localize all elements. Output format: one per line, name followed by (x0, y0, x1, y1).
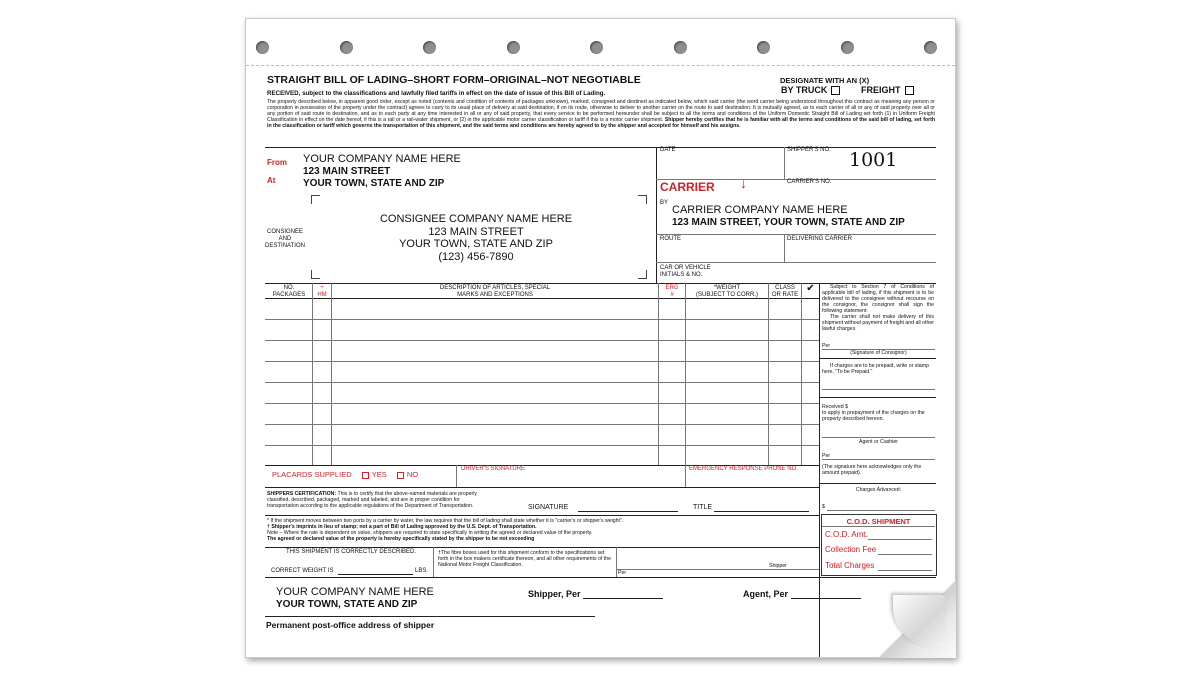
carrier-address: 123 MAIN STREET, YOUR TOWN, STATE AND ZIP (672, 217, 905, 228)
divider (656, 262, 936, 263)
divider (819, 397, 936, 398)
corner-mark (311, 270, 320, 279)
correctly-described: THIS SHIPMENT IS CORRECTLY DESCRIBED. (286, 549, 417, 555)
lbs-label: LBS. (415, 568, 429, 574)
bill-of-lading-sheet (245, 18, 956, 658)
freight-option[interactable]: FREIGHT (861, 85, 914, 95)
agent-cashier-label: Agent or Cashier (859, 439, 898, 445)
corner-mark (638, 195, 647, 204)
per-label-2: Per (822, 453, 831, 459)
table-row (265, 340, 819, 341)
route-label: ROUTE (660, 236, 681, 242)
correct-weight-label: CORRECT WEIGHT IS (271, 568, 334, 574)
fibre-boxes-note: †The fibre boxes used for this shipment conform to the specifications set forth in the box makers certificate thereon, and all other requirements of the National Motor Freight Classification. (438, 550, 612, 568)
sprocket-hole (507, 41, 520, 54)
divider (433, 547, 434, 577)
consignee-phone: (123) 456-7890 (438, 250, 514, 263)
divider (265, 547, 819, 548)
charges-advanced-line[interactable] (827, 510, 935, 511)
placards-row: PLACARDS SUPPLIED YES NO (272, 470, 419, 479)
at-label: At (267, 176, 276, 185)
sprocket-hole (924, 41, 937, 54)
divider (819, 483, 936, 484)
shippers-number: 1001 (849, 149, 898, 171)
divider (456, 465, 457, 487)
divider (685, 283, 686, 465)
terms-text: The property described below, in apparent good order, except as noted (contents and condition of contents of packages unknown), marked, consigned and destined as indicated below, which said carrier (the word carrier being understood throughout this contract as meaning any person or corporation in possession of the property under the contract) agrees to carry to its usual place of delivery at said destination, if on its route, otherwise to deliver to another carrier on the route to said destination. It is mutually agreed, as to each carrier of all or any of said property over all or any portion of said route to destination, and as to each party at any time interested in all or any of said property, that every service to be performed hereunder shall be subject to all the terms and conditions of the Uniform Domestic Straight Bill of Lading set forth (1) in Uniform Freight Classification in effect on the date hereof, if this is a rail or a rail-water shipment, or (2) in the applicable motor carrier classification or tariff if this is a motor carrier shipment. Shipper hereby certifies that he is familiar with all the terms and conditions of the said bill of lading, set forth in the classification or tariff which governs the transportation of this shipment, and the said terms and conditions are hereby agreed to by the shipper and accepted for himself and his assigns. (267, 99, 936, 129)
divider (819, 358, 936, 359)
drivers-signature-label: DRIVER'S SIGNATURE (461, 466, 526, 472)
table-row (265, 403, 819, 404)
down-arrow-icon: ↓ (740, 175, 747, 191)
per-label: Per (822, 343, 831, 349)
divider (312, 283, 313, 465)
divider (265, 487, 819, 488)
per-line[interactable] (822, 459, 935, 460)
col-header-weight: *WEIGHT (SUBJECT TO CORR.) (695, 285, 758, 298)
sprocket-hole (674, 41, 687, 54)
divider (822, 526, 935, 527)
divider (685, 465, 686, 487)
designate-label: DESIGNATE WITH AN (X) (780, 76, 870, 85)
table-row (265, 424, 819, 425)
shipper-company: YOUR COMPANY NAME HERE (303, 153, 461, 165)
divider (768, 283, 769, 465)
title-label: TITLE (693, 504, 713, 511)
divider (265, 147, 936, 148)
placards-yes-checkbox[interactable] (362, 472, 369, 479)
correct-weight-line[interactable] (338, 574, 413, 575)
sprocket-hole (256, 41, 269, 54)
agent-line[interactable] (822, 437, 935, 438)
date-label: DATE (660, 147, 676, 153)
dollar-sign: $ (822, 504, 825, 510)
collection-fee-line[interactable] (878, 554, 932, 555)
from-label: From (267, 158, 287, 167)
acknowledge-note: (The signature here acknowledges only the amount prepaid). (822, 464, 922, 476)
table-row (265, 361, 819, 362)
divider (658, 283, 659, 465)
cod-amount-label: C.O.D. Amt. (825, 530, 868, 539)
received-statement: RECEIVED, subject to the classifications and lawfully filed tariffs in effect on the date of issue of this Bill of Lading. (267, 90, 606, 97)
table-row (265, 445, 819, 446)
shipper-per-label: Shipper, Per (528, 589, 581, 599)
col-header-class: CLASS OR RATE (771, 285, 799, 298)
consignee-company: CONSIGNEE COMPANY NAME HERE (379, 213, 573, 225)
carrier-company: CARRIER COMPANY NAME HERE (672, 204, 848, 216)
signature-consignor-label: (Signature of Consignor) (850, 350, 907, 356)
by-truck-option[interactable]: BY TRUCK (781, 85, 840, 95)
permanent-address-label: Permanent post-office address of shipper (266, 620, 435, 630)
consignee-block (346, 213, 606, 263)
received-block: Received $ to apply in prepayment of the charges on the property described hereon. (822, 404, 925, 422)
shipper-per-line[interactable] (583, 598, 663, 599)
signature-label: SIGNATURE (528, 504, 569, 511)
sprocket-hole (590, 41, 603, 54)
per-sub-label: Per (618, 570, 627, 576)
title-line[interactable] (714, 511, 809, 512)
signature-line[interactable] (578, 511, 678, 512)
table-row (265, 319, 819, 320)
total-charges-line[interactable] (878, 570, 932, 571)
consignee-street: 123 MAIN STREET (428, 225, 524, 238)
divider (784, 147, 785, 179)
corner-mark (638, 270, 647, 279)
prepaid-instructions: If charges are to be prepaid, write or stamp here, "To be Prepaid." (822, 363, 929, 375)
divider (656, 234, 936, 235)
emergency-phone-label: EMERGENCY RESPONSE PHONE NO. (689, 466, 798, 472)
carrier-stamp: CARRIER (660, 180, 715, 194)
divider (265, 298, 819, 299)
agent-per-label: Agent, Per (743, 589, 789, 599)
shipper-sub-label: Shipper (769, 563, 787, 569)
footer-city: YOUR TOWN, STATE AND ZIP (276, 599, 418, 610)
consignee-label: CONSIGNEE AND DESTINATION (265, 229, 305, 249)
carrier-no-label: CARRIER'S NO. (787, 179, 832, 185)
by-label: BY (660, 200, 669, 206)
charges-advanced-label: Charges Advanced: (855, 487, 902, 493)
divider (819, 283, 820, 657)
section7-text: Subject to Section 7 of Conditions of applicable bill of lading, if this shipment is to be delivered to the consignee without recourse on the consignor, the consignor shall sign the following statement: The carrier shall not make delivery of this shipment without payment of freight and all other lawful charges. (822, 284, 934, 332)
cod-amount-line[interactable] (868, 539, 932, 540)
corner-mark (311, 195, 320, 204)
col-header-description: DESCRIPTION OF ARTICLES, SPECIAL MARKS AND EXCEPTIONS (439, 285, 551, 298)
check-icon: ✔ (806, 283, 815, 294)
divider (265, 616, 595, 617)
collection-fee-label: Collection Fee (825, 545, 877, 554)
consignee-city: YOUR TOWN, STATE AND ZIP (399, 238, 553, 250)
agent-per-line[interactable] (791, 598, 861, 599)
divider (616, 547, 617, 577)
sprocket-hole (423, 41, 436, 54)
table-row (265, 382, 819, 383)
form-title: STRAIGHT BILL OF LADING–SHORT FORM–ORIGINAL–NOT NEGOTIABLE (267, 74, 641, 86)
total-charges-label: Total Charges (825, 561, 875, 570)
divider (331, 283, 332, 465)
car-vehicle-label: CAR OR VEHICLE INITIALS & NO. (660, 265, 711, 278)
placards-no-checkbox[interactable] (397, 472, 404, 479)
shipper-street: 123 MAIN STREET (303, 166, 391, 177)
cod-title: C.O.D. SHIPMENT (846, 517, 911, 526)
col-header-packages: NO. PACKAGES (272, 285, 306, 298)
divider (265, 515, 819, 516)
prepaid-stamp-line[interactable] (822, 389, 935, 390)
notes-block: * If the shipment moves between two ports by a carrier by water, the law requires that the bill of lading shall state whether it is "carrier's or shipper's weight". † Shipper's imprints in lieu of stamp; not a part of Bill of Lading approved by the U.S. Dept. of Transportation. Note – Where the rate is dependent on value, shippers are required to state specifically in writing the agreed or declared value of the property. The agreed or declared value of the property is hereby specifically stated by the shipper to be not exceeding (267, 518, 624, 542)
footer-company: YOUR COMPANY NAME HERE (276, 586, 434, 598)
sprocket-hole (841, 41, 854, 54)
shipper-city: YOUR TOWN, STATE AND ZIP (303, 178, 445, 189)
col-header-erg: ERG # (665, 285, 679, 298)
divider (616, 569, 819, 570)
sprocket-strip (246, 19, 955, 66)
divider (265, 577, 936, 578)
shippers-certification: SHIPPERS CERTIFICATION: This is to certify that the above-named materials are properly classified, described, packaged, marked and labeled, and are in proper condition for transportation according to the applicable regulations of the Department of Transportation. (267, 491, 477, 509)
shippers-no-label: SHIPPER'S NO. (787, 147, 831, 153)
divider (784, 234, 785, 262)
freight-checkbox[interactable] (905, 86, 914, 95)
sprocket-hole (757, 41, 770, 54)
divider (801, 283, 802, 465)
by-truck-checkbox[interactable] (831, 86, 840, 95)
col-header-hm: + HM (317, 285, 327, 298)
delivering-carrier-label: DELIVERING CARRIER (787, 236, 853, 242)
sprocket-hole (340, 41, 353, 54)
